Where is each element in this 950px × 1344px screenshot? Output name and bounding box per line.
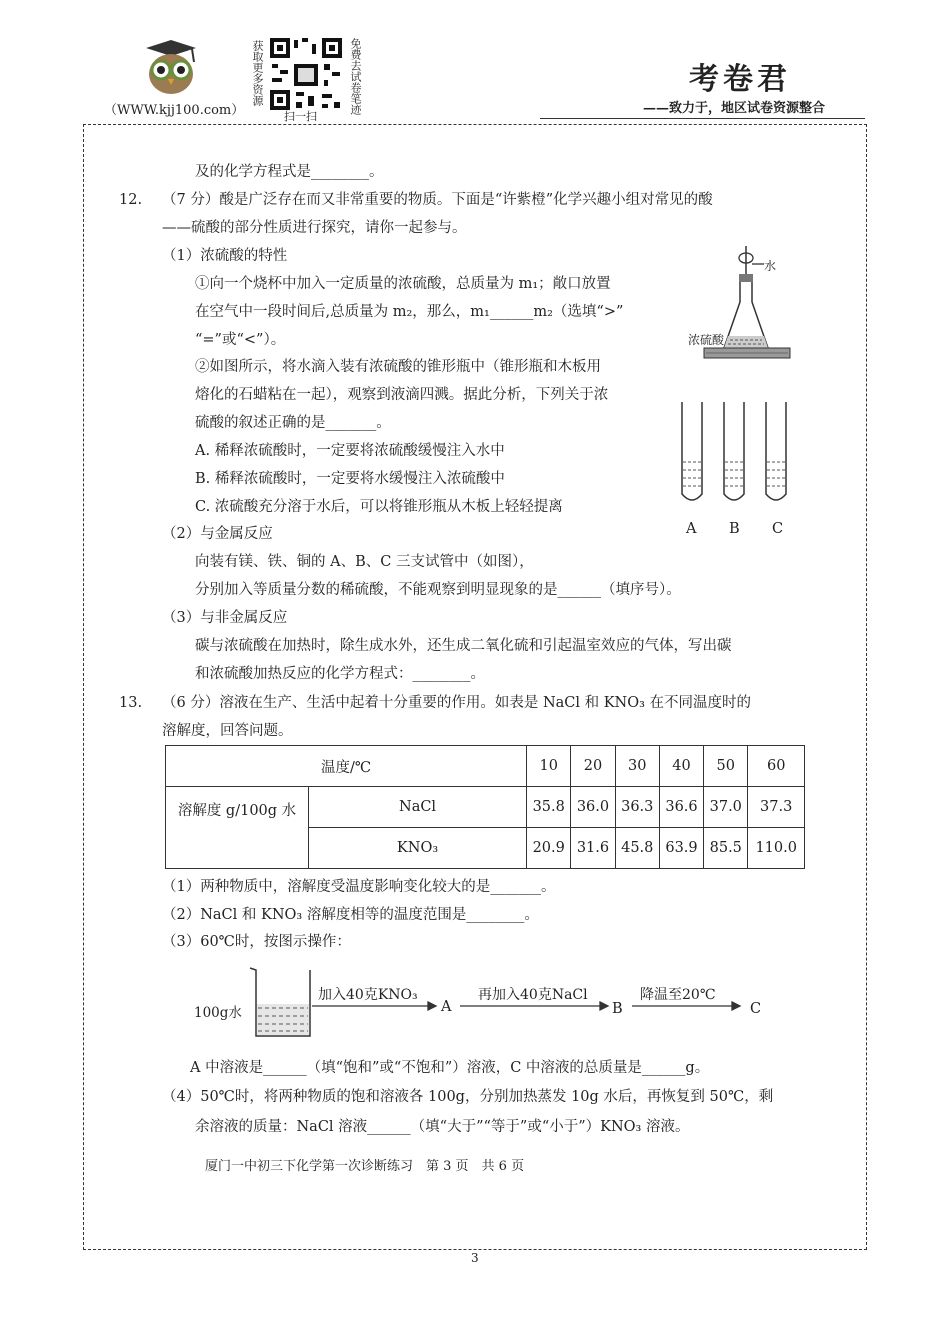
option-a: A. 稀释浓硫酸时，一定要将浓硫酸缓慢注入水中: [195, 443, 505, 459]
nacl-label: NaCl: [309, 787, 527, 828]
process-a: A: [441, 999, 452, 1015]
kno3-value: 20.9: [527, 828, 571, 869]
kno3-value: 45.8: [615, 828, 659, 869]
temp-cell: 20: [571, 746, 615, 787]
temp-cell: 60: [748, 746, 805, 787]
kno3-value: 85.5: [704, 828, 748, 869]
nacl-value: 37.3: [748, 787, 805, 828]
flask-acid-label: 浓硫酸: [688, 333, 725, 347]
qr-left-text: 获取更多资源: [251, 40, 264, 106]
q12-part3-line1: 碳与浓硫酸在加热时，除生成水外，还生成二氧化硫和引起温室效应的气体，写出碳: [195, 638, 732, 654]
q12-part3-title: （3）与非金属反应: [162, 610, 288, 626]
line-prev-answer: 及的化学方程式是________。: [195, 164, 384, 180]
beaker-icon: [246, 966, 316, 1038]
temp-cell: 40: [659, 746, 703, 787]
tube-label-c: C: [772, 521, 784, 537]
process-step1: 加入40克KNO₃: [318, 987, 418, 1003]
q12-number: 12.: [119, 192, 143, 208]
q13-sub2: （2）NaCl 和 KNO₃ 溶解度相等的温度范围是________。: [162, 907, 539, 923]
header-rule: [540, 118, 865, 119]
q12-part3-line2: 和浓硫酸加热反应的化学方程式：________。: [195, 666, 485, 682]
footer-text: 厦门一中初三下化学第一次诊断练习 第 3 页 共 6 页: [205, 1159, 525, 1174]
temp-header: 温度/℃: [166, 746, 527, 787]
q13-stem-2: 溶解度，回答问题。: [162, 723, 293, 739]
temp-cell: 50: [704, 746, 748, 787]
owl-logo: [140, 38, 202, 98]
nacl-value: 36.0: [571, 787, 615, 828]
qr-right-text: 免费去试卷笔迹: [349, 38, 362, 115]
q13-sub4-line1: （4）50℃时，将两种物质的饱和溶液各 100g，分别加热蒸发 10g 水后，再恢复到 50℃，剩: [162, 1089, 774, 1105]
q12-part1-line5: 熔化的石蜡粘在一起），观察到液滴四溅。据此分析，下列关于浓: [195, 387, 609, 403]
qr-bottom-text: 扫一扫: [284, 110, 317, 123]
test-tubes-figure: [676, 400, 796, 510]
q12-part1-title: （1）浓硫酸的特性: [162, 248, 288, 264]
q12-part2-line1: 向装有镁、铁、铜的 A、B、C 三支试管中（如图），: [195, 554, 534, 570]
nacl-value: 36.3: [615, 787, 659, 828]
solubility-row-header: 溶解度 g/100g 水: [166, 787, 309, 869]
q13-number: 13.: [119, 695, 143, 711]
q13-sub4-line2: 余溶液的质量：NaCl 溶液______（填“大于”“等于”或“小于”）KNO₃ 溶液。: [195, 1119, 690, 1135]
qr-code[interactable]: [268, 36, 344, 112]
process-step2: 再加入40克NaCl: [478, 987, 588, 1003]
brand-logo: 考卷君: [689, 63, 791, 96]
q12-part1-line4: ②如图所示，将水滴入装有浓硫酸的锥形瓶中（锥形瓶和木板用: [195, 359, 601, 375]
nacl-value: 36.6: [659, 787, 703, 828]
process-c: C: [750, 1001, 762, 1017]
process-start: 100g水: [194, 1005, 242, 1021]
q13-sub1: （1）两种物质中，溶解度受温度影响变化较大的是_______。: [162, 879, 556, 895]
solubility-table: [165, 745, 805, 869]
brand-tagline: ——致力于，地区试卷资源整合: [643, 101, 826, 116]
q12-part1-line3: “=”或“<”）。: [195, 332, 286, 348]
nacl-value: 35.8: [527, 787, 571, 828]
q13-sub3-answer: A 中溶液是______（填“饱和”或“不饱和”）溶液，C 中溶液的总质量是______g。: [190, 1060, 710, 1076]
kno3-value: 63.9: [659, 828, 703, 869]
site-url[interactable]: （WWW.kjj100.com）: [104, 103, 245, 118]
q13-sub3: （3）60℃时，按图示操作：: [162, 934, 351, 950]
tube-label-b: B: [729, 521, 740, 537]
q12-part2-line2: 分别加入等质量分数的稀硫酸，不能观察到明显现象的是______（填序号）。: [195, 582, 681, 598]
temp-cell: 10: [527, 746, 571, 787]
process-step3: 降温至20℃: [640, 987, 716, 1003]
kno3-label: KNO₃: [309, 828, 527, 869]
q12-part2-title: （2）与金属反应: [162, 526, 273, 542]
q12-part1-line6: 硫酸的叙述正确的是_______。: [195, 415, 391, 431]
option-c: C. 浓硫酸充分溶于水后，可以将锥形瓶从木板上轻轻提离: [195, 499, 563, 515]
q12-stem-2: ——硫酸的部分性质进行探究，请你一起参与。: [162, 220, 467, 236]
page-number: 3: [471, 1251, 479, 1265]
q12-part1-line2: 在空气中一段时间后,总质量为 m₂，那么，m₁______m₂（选填“>”: [195, 304, 624, 320]
kno3-value: 31.6: [571, 828, 615, 869]
nacl-value: 37.0: [704, 787, 748, 828]
option-b: B. 稀释浓硫酸时，一定要将水缓慢注入浓硫酸中: [195, 471, 505, 487]
q12-part1-line1: ①向一个烧杯中加入一定质量的浓硫酸，总质量为 m₁；敞口放置: [195, 276, 611, 292]
process-b: B: [612, 1001, 623, 1017]
kno3-value: 110.0: [748, 828, 805, 869]
q12-stem-1: （7 分）酸是广泛存在而又非常重要的物质。下面是“许紫橙”化学兴趣小组对常见的酸: [162, 192, 713, 208]
q13-stem-1: （6 分）溶液在生产、生活中起着十分重要的作用。如表是 NaCl 和 KNO₃ 在不同温度时的: [162, 695, 752, 711]
tube-label-a: A: [686, 521, 697, 537]
temp-cell: 30: [615, 746, 659, 787]
flask-water-label: 水: [764, 259, 777, 273]
